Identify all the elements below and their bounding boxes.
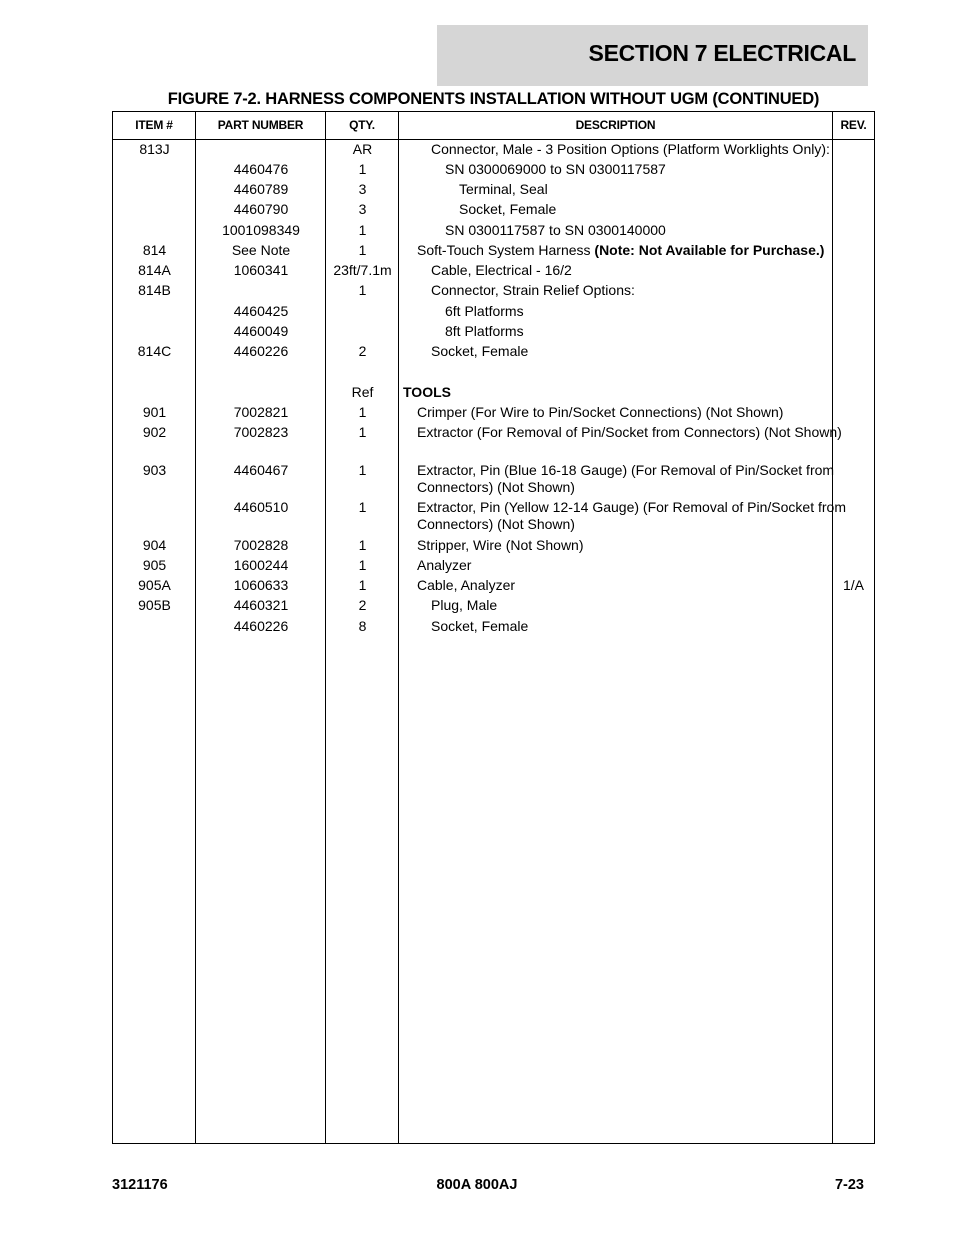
item-number: 903 [142,462,167,478]
description-text: SN 0300117587 to SN 0300140000 [445,222,666,238]
description-text: Extractor, Pin (Blue 16-18 Gauge) (For Removal of Pin/Socket from Connectors) (Not Shown) [417,462,835,495]
item-number: 902 [142,424,167,440]
description-text: Extractor, Pin (Yellow 12-14 Gauge) (For Removal of Pin/Socket from Connectors) (Not Shown) [417,499,846,532]
description-text: Soft-Touch System Harness [417,242,595,258]
part-number: 4460790 [233,201,289,217]
description-text: Analyzer [417,557,472,573]
quantity: 1 [358,404,367,420]
description-text: Cable, Electrical - 16/2 [431,262,572,278]
description [403,222,875,239]
item-number: 814B [138,282,171,298]
column-header-description: DESCRIPTION [575,118,656,132]
footer-model: 800A 800AJ [436,1177,518,1193]
quantity: 1 [358,557,367,573]
description [403,424,847,441]
revision: 1/A [842,577,864,593]
column-header-item: ITEM # [135,118,173,132]
part-number: 1600244 [233,557,289,573]
figure-title: FIGURE 7-2. HARNESS COMPONENTS INSTALLATION WITHOUT UGM (CONTINUED) [167,90,820,108]
description [403,577,847,594]
item-number: 814A [138,262,171,278]
section-title: SECTION 7 ELECTRICAL [588,40,856,66]
description [403,141,861,158]
description-bold-text: TOOLS [403,384,451,400]
description [403,404,847,421]
item-number: 814 [142,242,167,258]
description [403,323,875,340]
description-text: 6ft Platforms [445,303,524,319]
quantity: 3 [358,201,367,217]
description [403,181,889,198]
quantity: 1 [358,462,367,478]
part-number: 4460226 [233,343,289,359]
description-text: Socket, Female [459,201,557,217]
quantity: 1 [358,161,367,177]
description-text: Cable, Analyzer [417,577,516,593]
part-number: 4460321 [233,597,289,613]
description [403,384,833,401]
item-number: 905A [138,577,171,593]
description [403,557,847,574]
description-text: SN 0300069000 to SN 0300117587 [445,161,666,177]
part-number: 1060633 [233,577,289,593]
description [403,462,847,496]
description-text: Terminal, Seal [459,181,548,197]
description-text: Crimper (For Wire to Pin/Socket Connections) (Not Shown) [417,404,784,420]
part-number: 7002821 [233,404,289,420]
quantity: Ref [351,384,374,400]
description-bold-text: (Note: Not Available for Purchase.) [594,242,825,258]
description [403,262,861,279]
quantity: 8 [358,618,367,634]
description-text: Socket, Female [431,618,529,634]
description [403,161,875,178]
description [403,201,889,218]
part-number: 4460049 [233,323,289,339]
quantity: 2 [358,597,367,613]
part-number: 4460467 [233,462,289,478]
item-number: 905 [142,557,167,573]
description [403,618,861,635]
parts-table [112,111,875,1144]
item-number: 813J [139,141,170,157]
item-number: 814C [137,343,172,359]
quantity: 1 [358,499,367,515]
quantity: 3 [358,181,367,197]
description [403,242,847,259]
description [403,537,847,554]
part-number: 1060341 [233,262,289,278]
column-header-part-number: PART NUMBER [217,118,304,132]
item-number: 901 [142,404,167,420]
description [403,499,847,533]
part-number: 4460510 [233,499,289,515]
footer-page-number: 7-23 [834,1177,864,1193]
description [403,303,875,320]
quantity: 2 [358,343,367,359]
part-number: 4460476 [233,161,289,177]
part-number: 1001098349 [222,222,300,238]
part-number: 7002828 [233,537,289,553]
part-number: 4460425 [233,303,289,319]
column-header-rev: REV. [840,118,867,132]
column-header-qty: QTY. [349,118,375,132]
section-header-box [437,25,868,86]
item-number: 905B [138,597,171,613]
quantity: 1 [358,424,367,440]
part-number: See Note [231,242,291,258]
item-number: 904 [142,537,167,553]
description-text: Connector, Male - 3 Position Options (Platform Worklights Only): [431,141,830,157]
description-text: Stripper, Wire (Not Shown) [417,537,584,553]
part-number: 4460226 [233,618,289,634]
quantity: 1 [358,242,367,258]
header-divider [113,139,874,140]
description [403,343,861,360]
quantity: 1 [358,222,367,238]
quantity: 1 [358,577,367,593]
description [403,597,861,614]
quantity: AR [352,141,373,157]
description-text: Plug, Male [431,597,498,613]
quantity: 1 [358,537,367,553]
footer-document-number: 3121176 [112,1177,168,1193]
description-text: 8ft Platforms [445,323,524,339]
description [403,282,861,299]
part-number: 4460789 [233,181,289,197]
quantity: 1 [358,282,367,298]
part-number: 7002823 [233,424,289,440]
description-text: Connector, Strain Relief Options: [431,282,635,298]
quantity: 23ft/7.1m [333,262,392,278]
description-text: Extractor (For Removal of Pin/Socket from Connectors) (Not Shown) [417,424,842,440]
description-text: Socket, Female [431,343,529,359]
